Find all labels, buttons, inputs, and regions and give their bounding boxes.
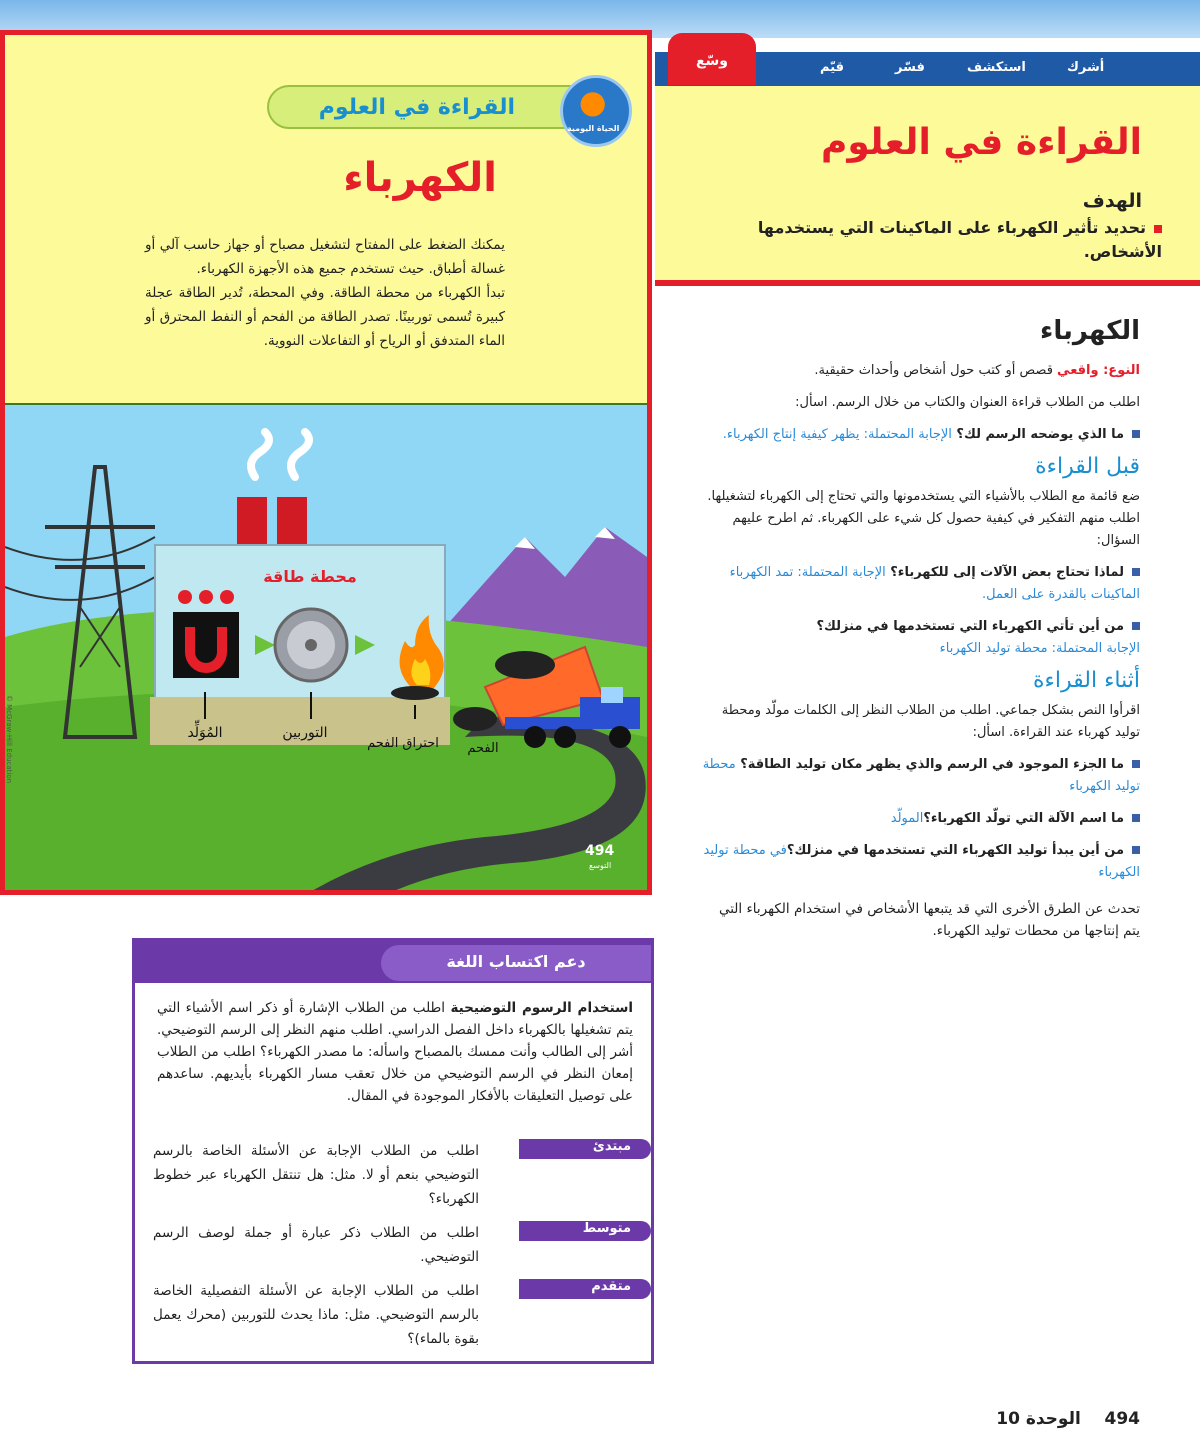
intro-text: اطلب من الطلاب قراءة العنوان والكتاب من خلال الرسم. اسأل: bbox=[795, 395, 1140, 410]
level-intermediate-text: اطلب من الطلاب ذكر عبارة أو جملة لوصف الرسم التوضيحي. bbox=[153, 1225, 479, 1265]
section-title: الكهرباء bbox=[1040, 316, 1140, 346]
ribbon-text: القراءة في العلوم bbox=[318, 95, 515, 120]
question-4: ما الجزء الموجود في الرسم والذي يظهر مكان توليد الطاقة؟ محطة توليد الكهرباء bbox=[702, 757, 1140, 794]
label-generator: المُوَلِّد bbox=[187, 725, 223, 741]
nav-evaluate[interactable]: قيّم bbox=[820, 60, 845, 75]
book-paragraph-1: يمكنك الضغط على المفتاح لتشغيل مصباح أو جهاز حاسب آلي أو غسالة أطباق. حيث تستخدم جميع هذه الأجهزة الكهرباء. bbox=[145, 237, 505, 277]
question-3: من أين تأتي الكهرباء التي تستخدمها في منزلك؟ الإجابة المحتملة: محطة توليد الكهرباء bbox=[816, 619, 1140, 656]
footer-unit: الوحدة 10 bbox=[996, 1409, 1081, 1429]
label-coal: الفحم bbox=[467, 741, 499, 756]
nav-explain[interactable]: فسّر bbox=[895, 60, 925, 75]
language-support-body bbox=[157, 997, 633, 1107]
question-2: لماذا تحتاج بعض الآلات إلى للكهرباء؟ الإجابة المحتملة: تمد الكهرباء الماكينات بالقدرة على العمل. bbox=[729, 565, 1140, 602]
intro-bold: استخدام الرسوم التوضيحية bbox=[450, 1000, 634, 1016]
question-6: من أين يبدأ توليد الكهرباء التي تستخدمها في منزلك؟في محطة توليد الكهرباء bbox=[703, 843, 1140, 880]
teacher-notes bbox=[700, 316, 1140, 952]
question-5: ما اسم الآلة التي تولّد الكهرباء؟المولّد bbox=[700, 808, 1140, 830]
level-advanced-text: اطلب من الطلاب الإجابة عن الأسئلة التفصيلية الخاصة بالرسم التوضيحي. مثل: ماذا يحدث للتوربين (محرك يعمل بقوة بالماء)؟ bbox=[153, 1283, 479, 1347]
language-support-header bbox=[135, 941, 651, 983]
page-footer bbox=[996, 1409, 1140, 1429]
closing-text: تحدث عن الطرق الأخرى التي قد يتبعها الأشخاص في استخدام الكهرباء التي يتم إنتاجها من محطات توليد الكهرباء. bbox=[718, 901, 1140, 939]
level-beginner-label: مبتدئ bbox=[519, 1139, 651, 1159]
bullet-icon bbox=[1154, 225, 1162, 233]
globe-icon bbox=[560, 75, 632, 147]
goal-label: الهدف bbox=[1082, 190, 1142, 212]
globe-label: الحياة اليومية bbox=[567, 124, 620, 133]
label-burning-coal: احتراق الفحم bbox=[367, 736, 439, 751]
during-reading-title: أثناء القراءة bbox=[1033, 668, 1140, 693]
book-page-label: التوسع bbox=[589, 861, 612, 870]
language-support-title: دعم اكتساب اللغة bbox=[381, 945, 651, 981]
nav-explore[interactable]: استكشف bbox=[967, 60, 1026, 75]
intro-text: اطلب من الطلاب الإشارة أو ذكر اسم الأشياء التي يتم تشغيلها بالكهرباء داخل الفصل الدراسي. اطلب منهم النظر إلى الرسم التوضيحي. أشر إلى الطالب وأنت ممسك بالمصباح واسأله: ما مصدر الكهرباء؟ اطلب من الطلاب إمعان النظر في الرسم التوضيحي من خلال تعقب مسار الكهرباء بأيديهم. ساعدهم على توصيل التعليقات بالأفكار الموجودة في المقال. bbox=[157, 1000, 633, 1104]
turbine-icon bbox=[275, 609, 347, 681]
book-paragraphs bbox=[145, 233, 505, 353]
level-intermediate-label: متوسط bbox=[519, 1221, 651, 1241]
student-book-page bbox=[0, 30, 652, 895]
book-text-area bbox=[5, 35, 647, 405]
bullet-icon bbox=[1132, 568, 1140, 576]
genre: النوع: واقعي قصص أو كتب حول أشخاص وأحداث حقيقية. bbox=[814, 363, 1140, 378]
power-plant-illustration bbox=[5, 407, 647, 895]
book-title: الكهرباء bbox=[343, 155, 497, 201]
question-1: ما الذي يوضحه الرسم لك؟ الإجابة المحتملة: يظهر كيفية إنتاج الكهرباء. bbox=[700, 424, 1140, 446]
before-reading-text: ضع قائمة مع الطلاب بالأشياء التي يستخدمونها والتي تحتاج إلى الكهرباء لتشغيلها. اطلب منهم التفكير في كيفية حصول كل شيء على الكهرباء. ثم اطرح عليهم السؤال: bbox=[707, 489, 1140, 548]
generator-icon bbox=[173, 590, 239, 678]
before-reading-title: قبل القراءة bbox=[1035, 454, 1140, 479]
bullet-icon bbox=[1132, 622, 1140, 630]
level-beginner-text: اطلب من الطلاب الإجابة عن الأسئلة الخاصة بالرسم التوضيحي بنعم أو لا. مثل: هل تنتقل الكهرباء عبر خطوط الكهرباء؟ bbox=[153, 1143, 479, 1207]
label-turbine: التوربين bbox=[282, 725, 328, 741]
bullet-icon bbox=[1132, 814, 1140, 822]
during-reading-text: اقرأوا النص بشكل جماعي. اطلب من الطلاب النظر إلى الكلمات مولّد ومحطة توليد كهرباء عند القراءة. اسأل: bbox=[721, 703, 1140, 740]
teacher-header-panel bbox=[655, 86, 1200, 286]
footer-page-number: 494 bbox=[1104, 1409, 1140, 1429]
nav-elaborate-active[interactable]: وسّع bbox=[668, 33, 756, 85]
bullet-icon bbox=[1132, 430, 1140, 438]
language-support-box bbox=[132, 938, 654, 1364]
book-paragraph-2: تبدأ الكهرباء من محطة الطاقة. وفي المحطة، تُدير الطاقة عجلة كبيرة تُسمى توربينًا. تصدر الطاقة من الفحم أو النفط المحترق أو الماء المتدفق أو الرياح أو التفاعلات النووية. bbox=[145, 285, 505, 349]
goal-text: تحديد تأثير الكهرباء على الماكينات التي يستخدمها الأشخاص. bbox=[757, 218, 1162, 261]
bullet-icon bbox=[1132, 760, 1140, 768]
section-ribbon bbox=[267, 85, 597, 129]
copyright: © McGraw-Hill Education bbox=[5, 694, 14, 784]
plant-sign: محطة طاقة bbox=[263, 567, 357, 586]
level-advanced-label: متقدم bbox=[519, 1279, 651, 1299]
nav-engage[interactable]: أشرك bbox=[1067, 60, 1105, 75]
book-page-number: 494 bbox=[585, 843, 615, 859]
teacher-title: القراءة في العلوم bbox=[820, 122, 1142, 163]
bullet-icon bbox=[1132, 846, 1140, 854]
